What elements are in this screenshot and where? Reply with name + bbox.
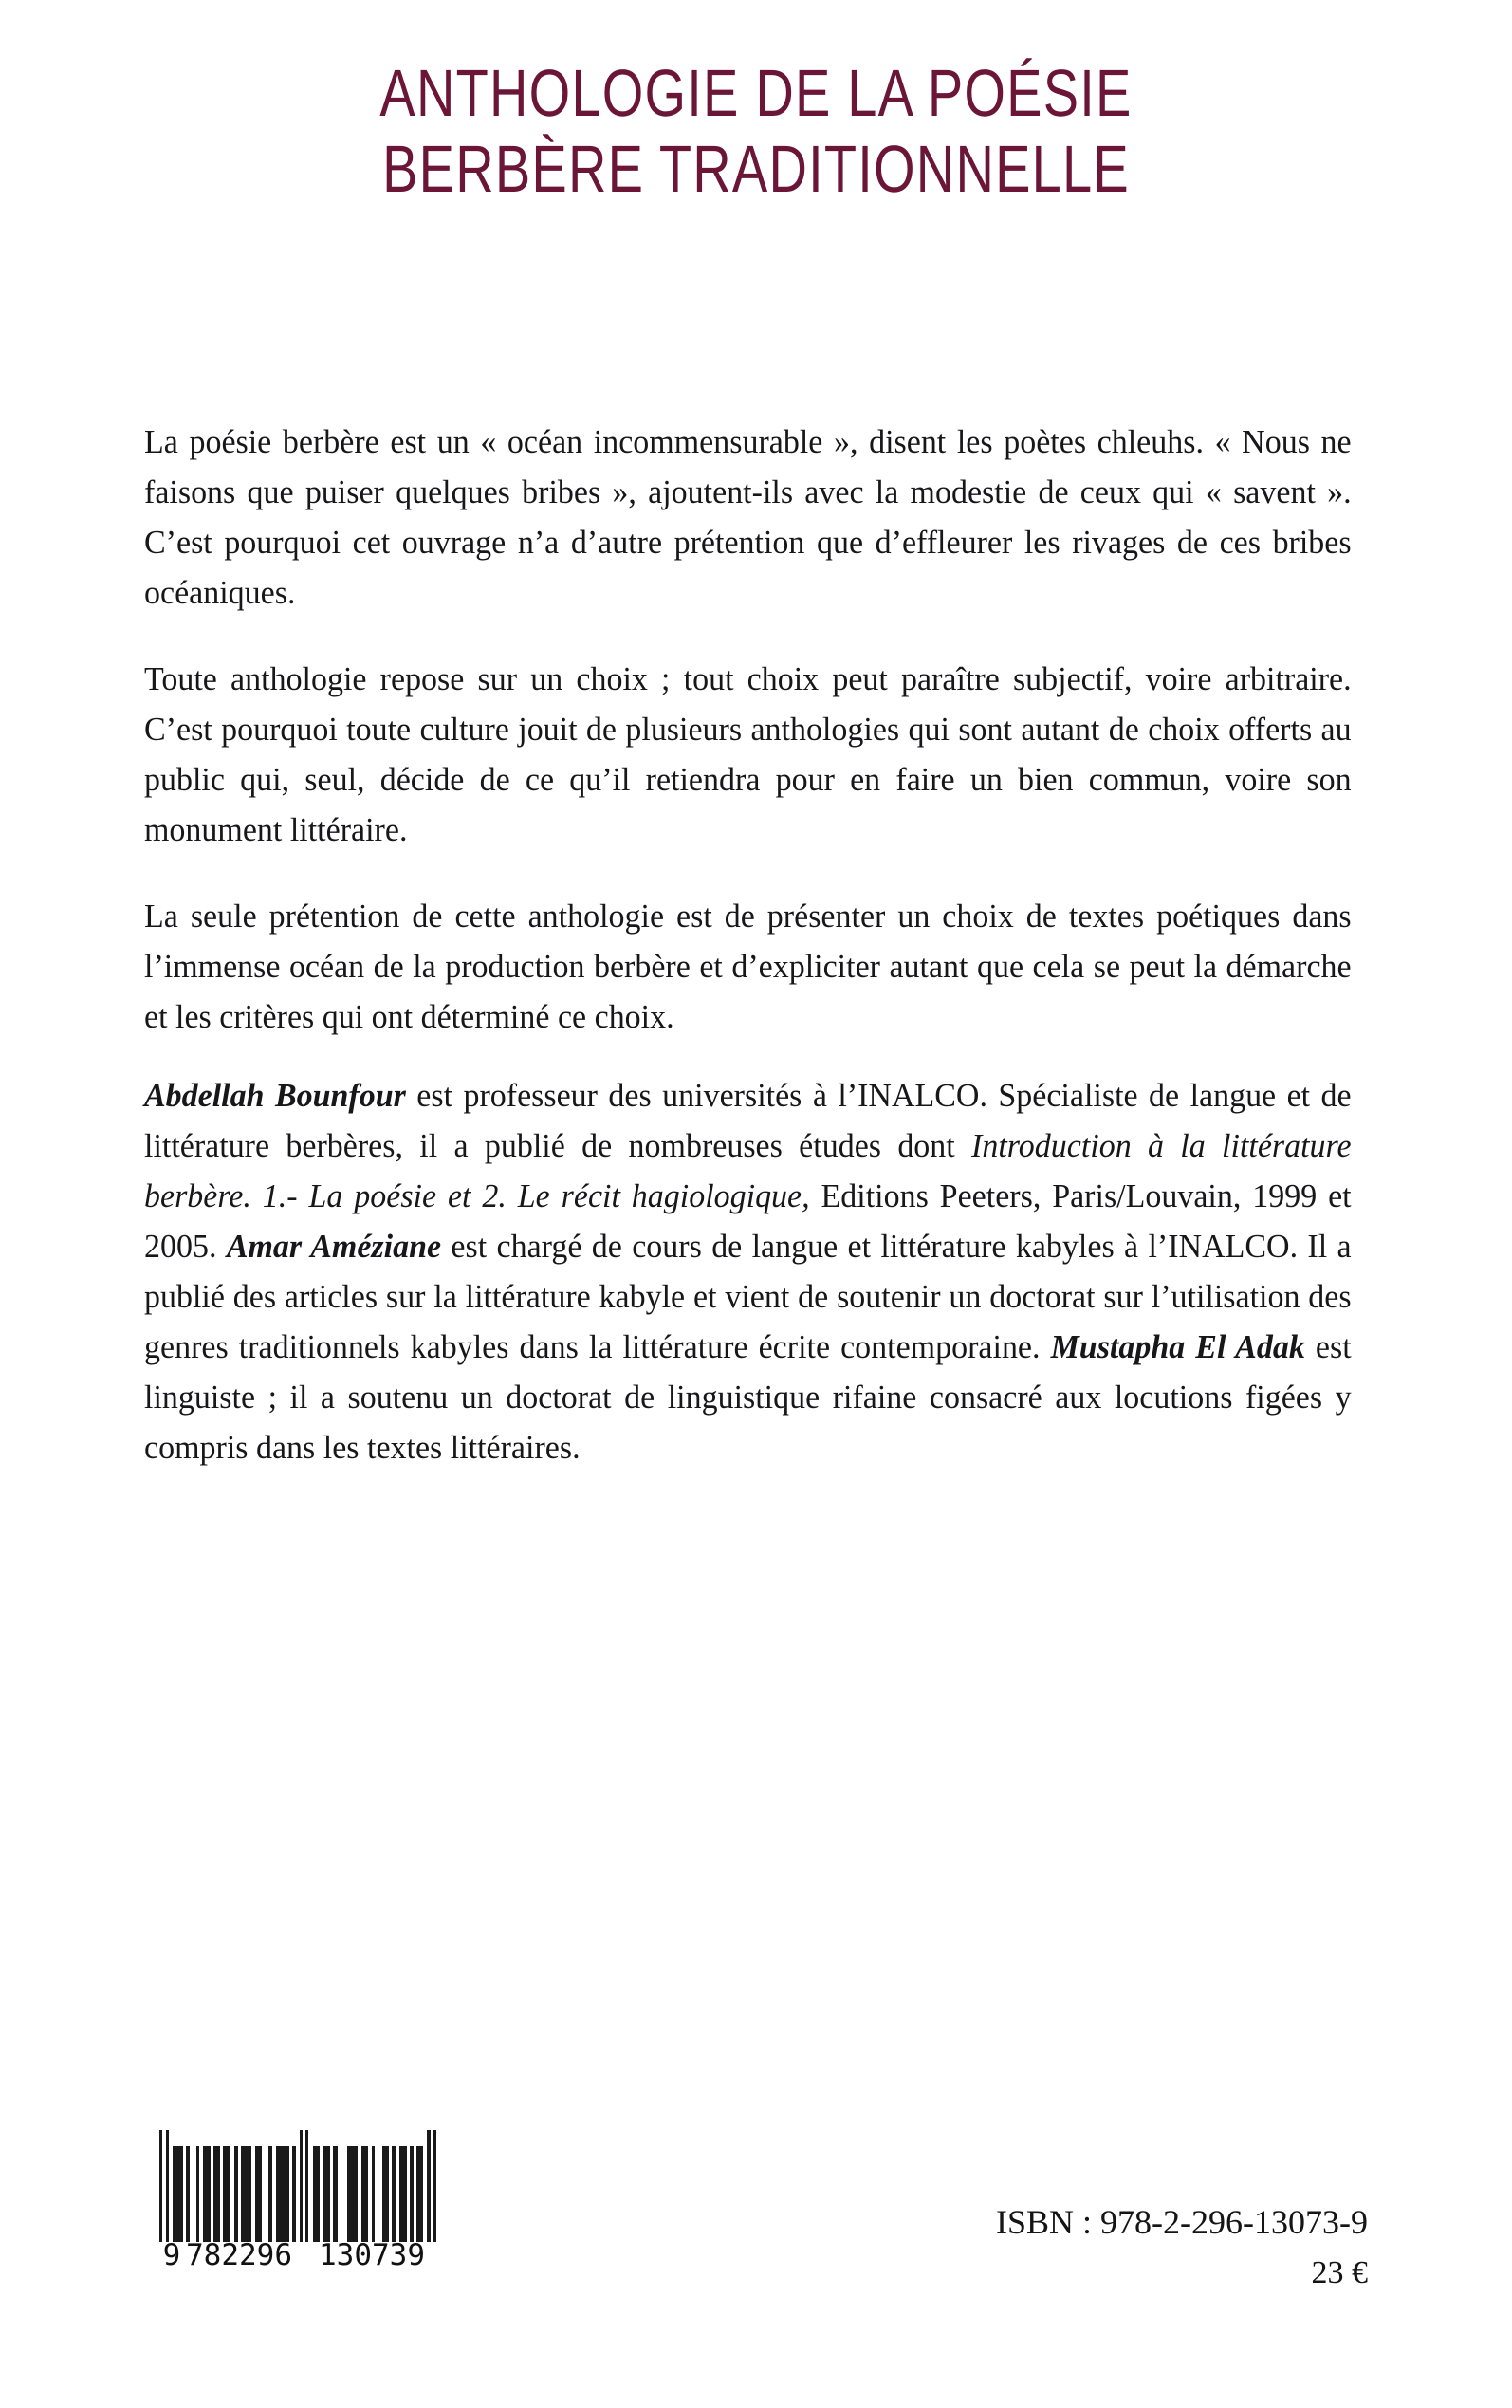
- barcode-lead-digit: 9: [162, 2238, 181, 2272]
- bio-segment-2: Editions Peeters, Paris/Louvain, 1999 et 2005.: [144, 1178, 1352, 1265]
- isbn-price-block: [996, 2199, 1368, 2296]
- barcode-group-1: 782296: [186, 2238, 292, 2272]
- title-line-1: ANTHOLOGIE DE LA POÉSIE: [379, 56, 1133, 130]
- price-text: 23 €: [1311, 2255, 1368, 2290]
- blurb-text: [144, 417, 1370, 1473]
- bio-segment-3: est chargé de cours de langue et littérature kabyles à l’INALCO. Il a publié des articles sur la littérature kabyle et vient de soutenir un doctorat sur l’utilisation des genres traditionnels kabyles dans la littérature écrite contemporaine.: [144, 1229, 1352, 1365]
- ean13-barcode: [159, 2130, 444, 2272]
- author-name-bounfour: Abdellah Bounfour: [144, 1078, 406, 1114]
- paragraph-2: Toute anthologie repose sur un choix ; tout choix peut paraître subjectif, voire arbitraire. C’est pourquoi toute culture jouit de plusieurs anthologies qui sont autant de choix offerts au public qui, seul, décide de ce qu’il retiendra pour en faire un bien commun, voire son monument littéraire.: [144, 661, 1352, 848]
- barcode-group-2: 130739: [319, 2238, 425, 2272]
- work-title-introduction: Introduction à la littérature berbère. 1.- La poésie et 2. Le récit hagiologique,: [144, 1128, 1352, 1214]
- bio-segment-4: est linguiste ; il a soutenu un doctorat de linguistique rifaine consacré aux locutions figées y compris dans les textes littéraires.: [144, 1329, 1352, 1466]
- isbn-text: ISBN : 978-2-296-13073-9: [996, 2203, 1368, 2241]
- barcode-digits: [159, 2238, 444, 2272]
- title-line-2: BERBÈRE TRADITIONNELLE: [382, 131, 1130, 206]
- bio-segment-1: est professeur des universités à l’INALCO. Spécialiste de langue et de littérature berbères, il a publié de nombreuses études dont: [144, 1078, 1352, 1164]
- paragraph-3: La seule prétention de cette anthologie est de présenter un choix de textes poétiques dans l’immense océan de la production berbère et d’expliciter autant que cela se peut la démarche et les critères qui ont déterminé ce choix.: [144, 898, 1352, 1035]
- barcode-bars: [159, 2130, 436, 2242]
- author-name-ameziane: Amar Améziane: [226, 1229, 442, 1265]
- cover-title: [0, 56, 1512, 206]
- author-bio-paragraph: [144, 1071, 1352, 1473]
- author-name-el-adak: Mustapha El Adak: [1050, 1329, 1305, 1365]
- paragraph-1: La poésie berbère est un « océan incommensurable », disent les poètes chleuhs. « Nous ne faisons que puiser quelques bribes », ajoutent-ils avec la modestie de ceux qui « savent ». C’est pourquoi cet ouvrage n’a d’autre prétention que d’effleurer les rivages de ces bribes océaniques.: [144, 424, 1352, 611]
